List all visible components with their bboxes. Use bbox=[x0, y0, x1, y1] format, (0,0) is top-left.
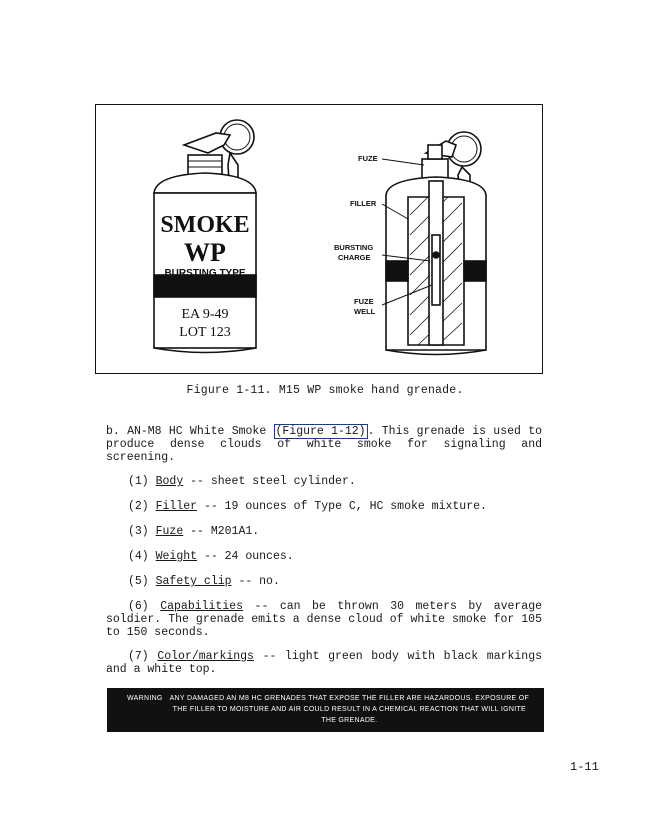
list-item bbox=[128, 575, 280, 588]
list-item bbox=[128, 500, 487, 513]
figure-1-12-link[interactable]: (Figure 1-12) bbox=[275, 425, 366, 438]
section-b-paragraph bbox=[106, 425, 542, 464]
section-b-prefix: b. AN-M8 HC White Smoke bbox=[106, 425, 274, 438]
warning-box bbox=[107, 688, 544, 732]
item-term: Filler bbox=[155, 500, 198, 513]
grenade-illustration bbox=[96, 105, 544, 375]
warning-text: ANY DAMAGED AN M8 HC GRENADES THAT EXPOSE THE FILLER ARE HAZARDOUS. EXPOSURE OF THE FILLER TO MOISTURE AND AIR COULD RESULT IN A CHEMICAL REACTION THAT WILL IGNITE THE GRENADE. bbox=[169, 695, 530, 724]
item-number: (5) bbox=[128, 575, 149, 588]
left-label-line-3: BURSTING TYPE bbox=[164, 268, 246, 279]
item-number: (7) bbox=[128, 650, 149, 663]
callout-bursting-2: CHARGE bbox=[338, 253, 371, 262]
item-term: Weight bbox=[155, 550, 198, 563]
item-term: Body bbox=[155, 475, 184, 488]
item-text: -- M201A1. bbox=[183, 525, 260, 538]
item-number: (3) bbox=[128, 525, 149, 538]
item-number: (1) bbox=[128, 475, 149, 488]
callout-fuze: FUZE bbox=[358, 154, 378, 163]
callout-filler: FILLER bbox=[350, 199, 377, 208]
figure-caption: Figure 1-11. M15 WP smoke hand grenade. bbox=[186, 384, 464, 397]
list-item bbox=[128, 475, 356, 488]
item-number: (6) bbox=[128, 600, 149, 613]
item-number: (2) bbox=[128, 500, 149, 513]
left-label-line-5: LOT 123 bbox=[179, 325, 231, 340]
item-number: (4) bbox=[128, 550, 149, 563]
callout-fuze-well-1: FUZE bbox=[354, 297, 374, 306]
right-grenade-cutaway-drawing bbox=[386, 132, 486, 355]
callout-bursting-1: BURSTING bbox=[334, 243, 374, 252]
list-item bbox=[128, 525, 259, 538]
list-item bbox=[106, 650, 542, 676]
item-term: Capabilities bbox=[160, 600, 244, 613]
callout-fuze-well-2: WELL bbox=[354, 307, 376, 316]
section-b-suffix: . This grenade is used to produce dense clouds of white smoke for signaling and screening. bbox=[106, 425, 542, 464]
item-text: -- 24 ounces. bbox=[197, 550, 294, 563]
item-text: -- 19 ounces of Type C, HC smoke mixture. bbox=[197, 500, 487, 513]
left-label-line-4: EA 9-49 bbox=[181, 307, 229, 322]
item-text: -- no. bbox=[231, 575, 280, 588]
figure-frame bbox=[95, 104, 543, 374]
warning-label: WARNING bbox=[127, 695, 163, 702]
item-text: -- light green body with black markings and a white top. bbox=[106, 650, 543, 676]
list-item bbox=[128, 550, 294, 563]
item-term: Fuze bbox=[155, 525, 184, 538]
item-term: Safety clip bbox=[155, 575, 232, 588]
item-term: Color/markings bbox=[157, 650, 254, 663]
left-label-line-1: SMOKE bbox=[160, 212, 250, 238]
left-label-line-2: WP bbox=[184, 238, 226, 267]
item-text: -- can be thrown 30 meters by average soldier. The grenade emits a dense cloud of white smoke for 105 to 150 seconds. bbox=[106, 600, 542, 639]
list-item bbox=[106, 600, 542, 639]
page-number: 1-11 bbox=[570, 760, 599, 774]
item-text: -- sheet steel cylinder. bbox=[183, 475, 356, 488]
